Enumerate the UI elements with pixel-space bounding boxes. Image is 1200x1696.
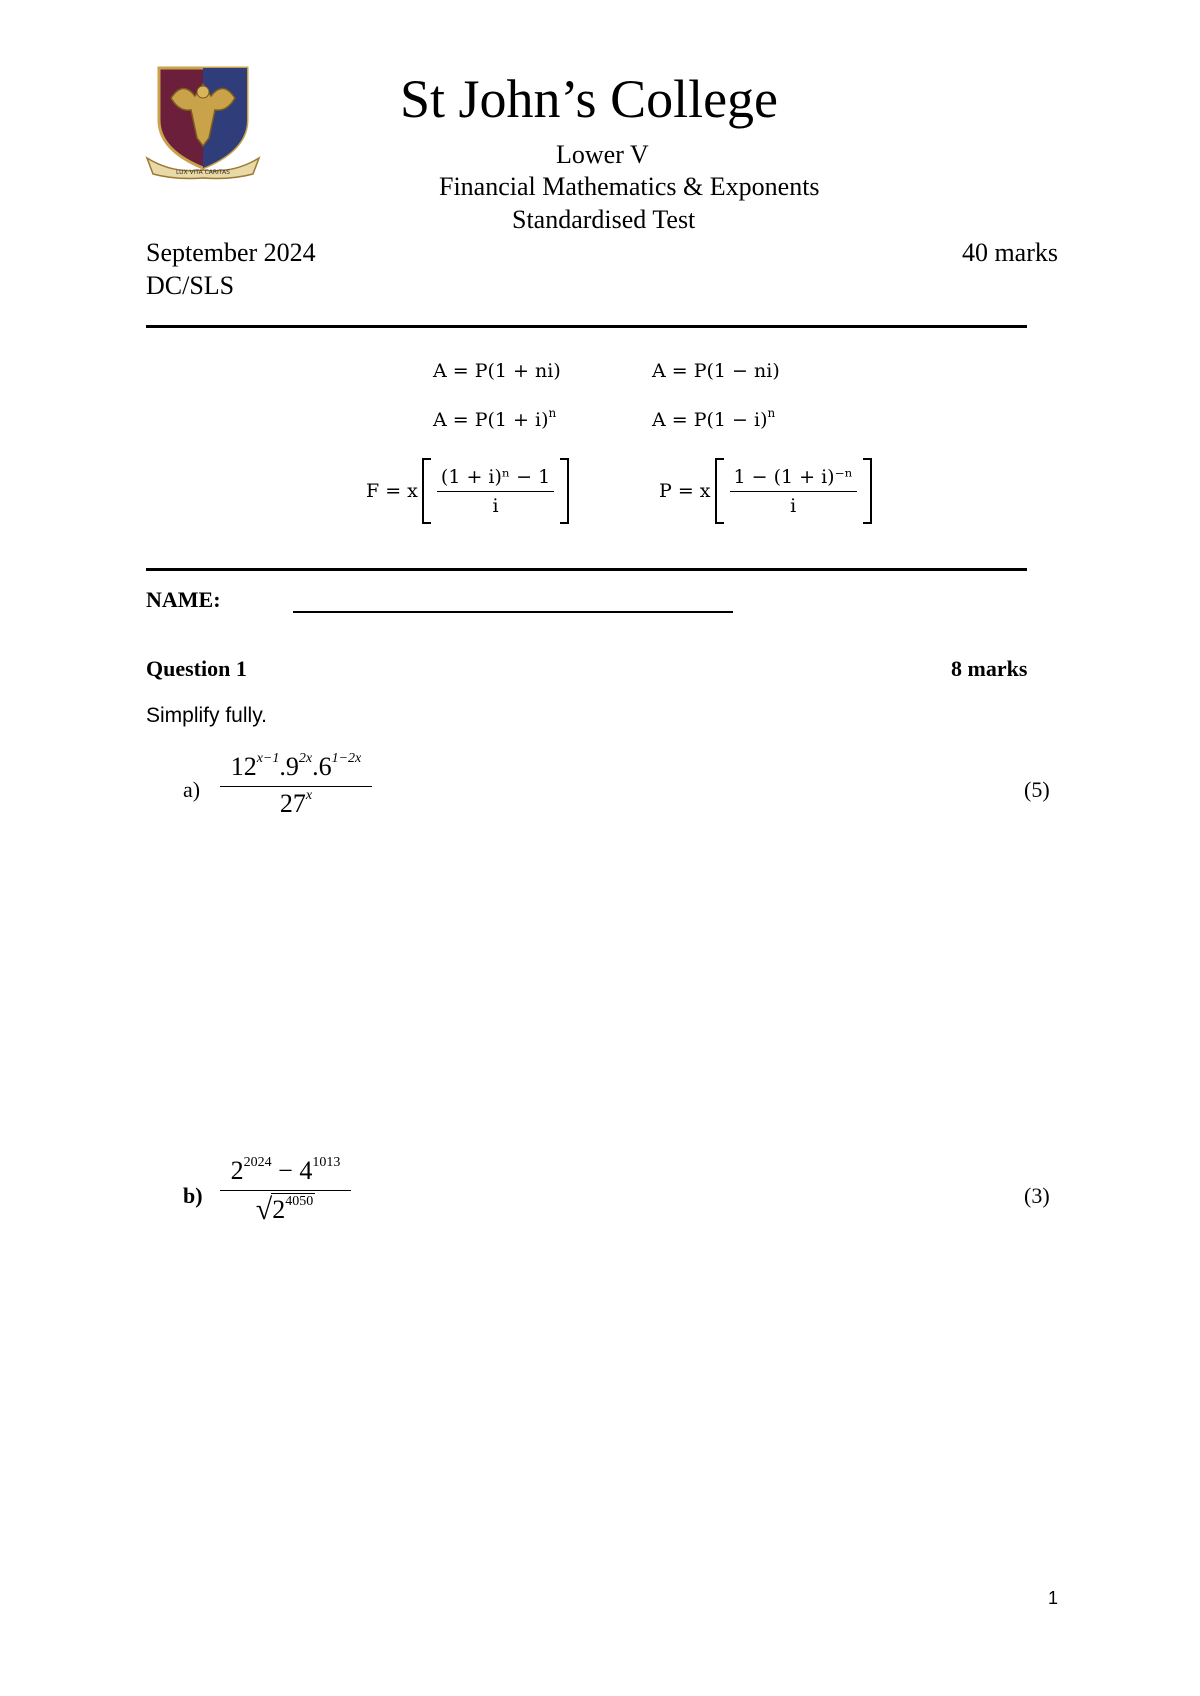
name-answer-line[interactable] <box>293 611 733 613</box>
formula-future-value <box>366 456 569 526</box>
part-a-marks: (5) <box>1024 777 1050 802</box>
part-a-denominator: 27$^x$ <box>220 786 372 819</box>
formula-numerator: 1 − (1 + i)⁻ⁿ <box>730 466 857 492</box>
formula-bracket <box>715 458 872 524</box>
formula-exponent: n <box>548 406 557 420</box>
formula-future-value-lhs: F = x <box>366 480 418 502</box>
question-1-title: Question 1 <box>146 656 247 681</box>
divider-top <box>146 325 1027 328</box>
formula-denominator: i <box>492 494 499 517</box>
crest-motto: LUX VITA CARITAS <box>176 169 230 176</box>
formula-simple-interest: A = P(1 + ni) <box>433 360 561 382</box>
name-label: NAME: <box>146 587 221 612</box>
part-b-marks: (3) <box>1024 1183 1050 1208</box>
total-marks: 40 marks <box>961 238 1058 267</box>
college-name: St John’s College <box>400 69 779 129</box>
level-label: Lower V <box>556 140 649 169</box>
formula-compound-depreciation-base: A = P(1 − i) <box>652 409 768 431</box>
part-b-expression <box>220 1156 351 1226</box>
college-crest-icon <box>143 62 263 180</box>
formula-compound-interest-base: A = P(1 + i) <box>433 409 549 431</box>
formula-denominator: i <box>790 494 797 517</box>
part-b-label: b) <box>183 1183 203 1208</box>
formula-compound-depreciation <box>652 406 776 431</box>
formula-compound-interest <box>433 406 557 431</box>
formula-numerator: (1 + i)ⁿ − 1 <box>437 466 554 492</box>
part-b-denominator: √ $2^{4050}$ <box>220 1190 351 1226</box>
question-1-marks: 8 marks <box>951 656 1028 681</box>
part-a-numerator: $12^{x-1}.9^{2x}.6^{1-2x}$ <box>230 751 362 781</box>
formula-simple-depreciation: A = P(1 − ni) <box>652 360 780 382</box>
page-number: 1 <box>1048 1588 1059 1608</box>
part-a-label: a) <box>183 777 201 802</box>
part-b-numerator: $2^{2024} - 4^{1013}$ <box>230 1155 341 1185</box>
formula-bracket <box>422 458 569 524</box>
question-1-instruction: Simplify fully. <box>146 704 267 727</box>
test-date: September 2024 <box>146 238 316 267</box>
test-type-label: Standardised Test <box>512 205 696 234</box>
formula-present-value-lhs: P = x <box>659 480 711 502</box>
subject-label: Financial Mathematics & Exponents <box>439 172 820 201</box>
divider-bottom <box>146 568 1027 571</box>
part-a-expression <box>220 752 372 819</box>
formula-exponent: n <box>767 406 776 420</box>
teacher-initials: DC/SLS <box>146 271 235 300</box>
square-root-icon: √ <box>255 1193 273 1226</box>
formula-present-value <box>659 456 872 526</box>
